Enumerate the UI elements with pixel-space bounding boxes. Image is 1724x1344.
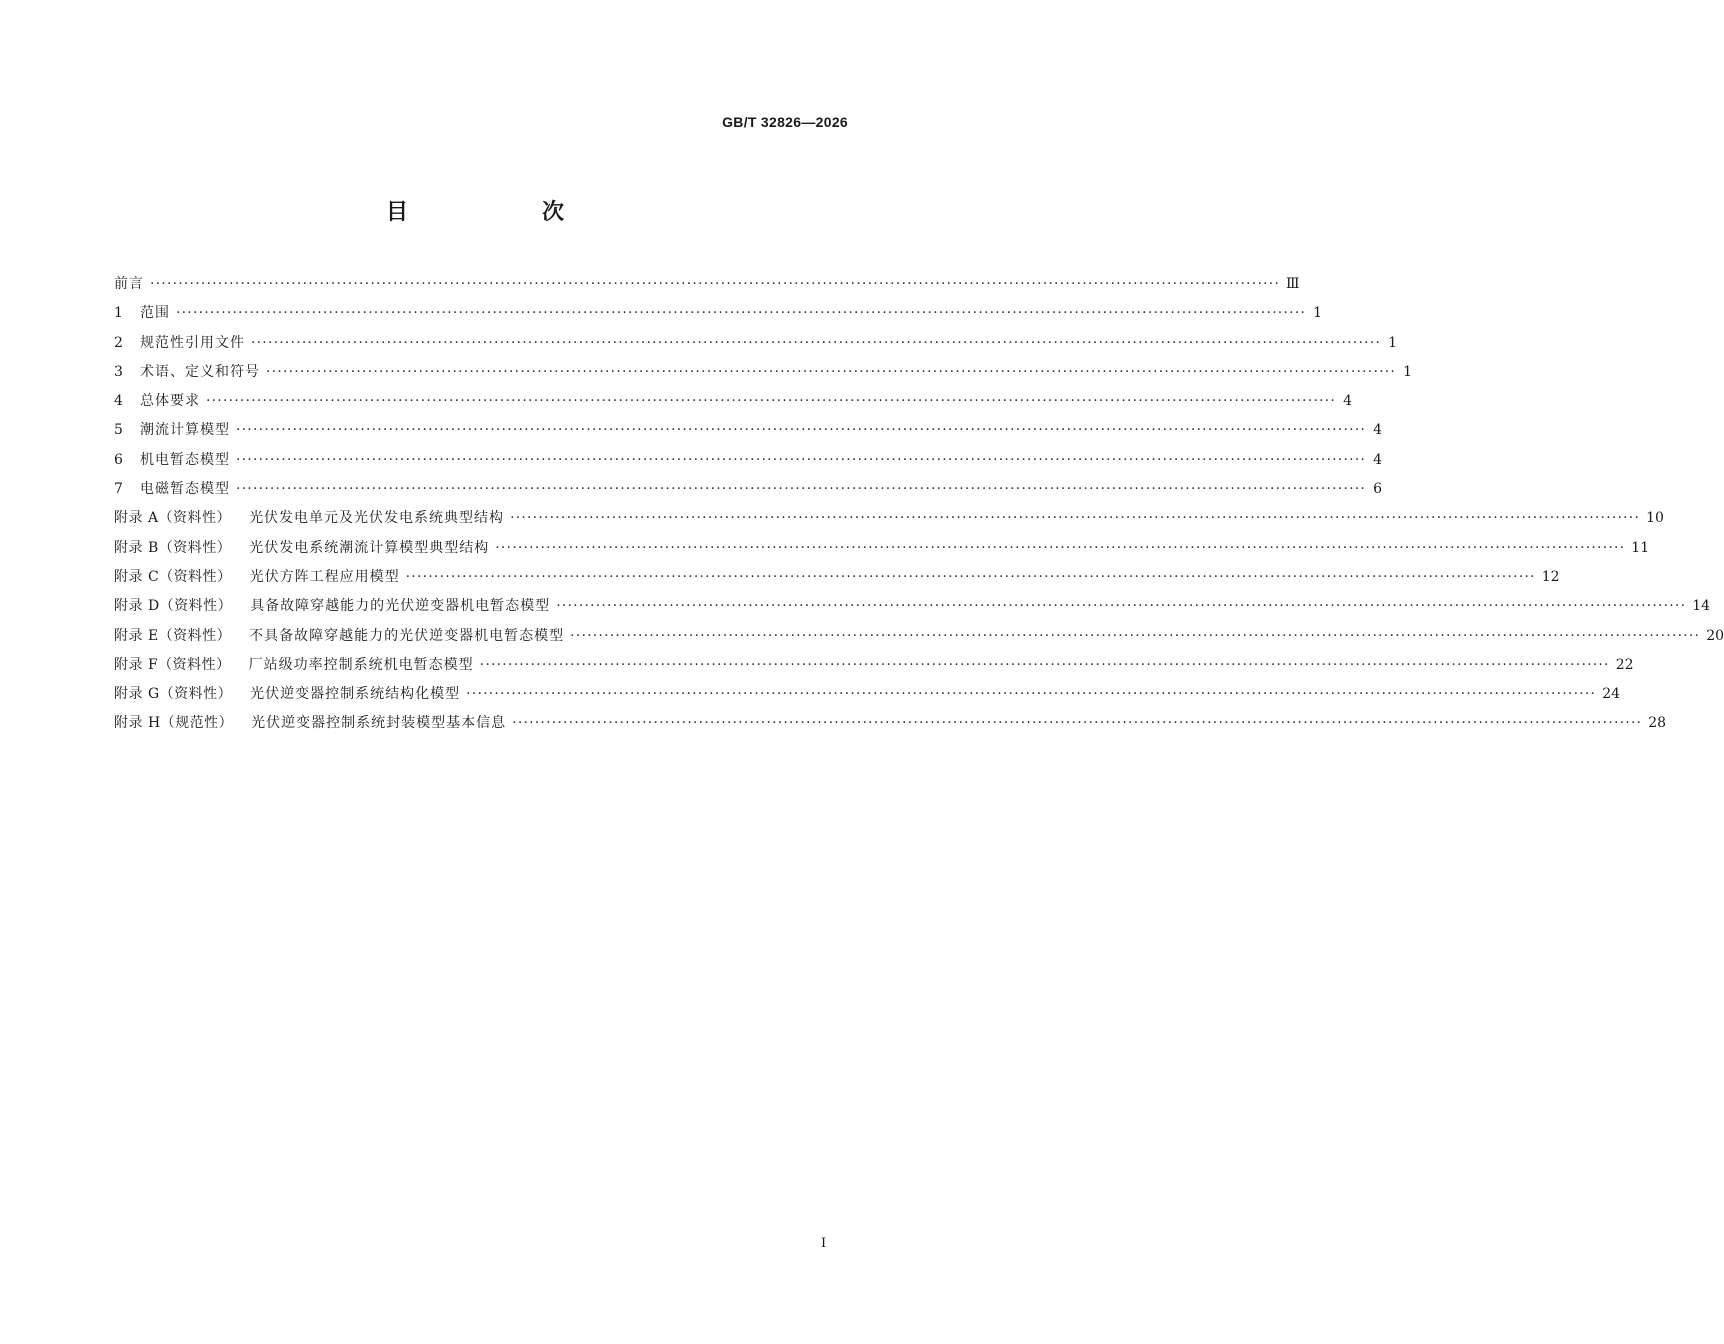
toc-annex-label: 附录 D（资料性） xyxy=(114,598,233,615)
toc-page-number: 6 xyxy=(1373,481,1383,498)
page-title: 目 次 xyxy=(385,200,620,225)
toc-entry[interactable] xyxy=(114,387,1353,416)
toc-page-number: 4 xyxy=(1373,422,1383,439)
toc-section-number: 3 xyxy=(114,363,123,380)
toc-entry-title: 光伏发电单元及光伏发电系统典型结构 xyxy=(249,510,505,527)
toc-annex-label: 附录 F（资料性） xyxy=(114,656,231,673)
toc-dot-leader: ········································································································································································································ xyxy=(510,510,1641,527)
toc-section-number: 2 xyxy=(114,334,123,351)
page-number: I xyxy=(821,1236,827,1251)
toc-page-number: 10 xyxy=(1646,510,1664,527)
toc-annex-label: 附录 H（规范性） xyxy=(114,715,234,732)
toc-entry-title: 前言 xyxy=(114,276,144,292)
table-of-contents xyxy=(114,270,1724,739)
toc-entry-title: 总体要求 xyxy=(140,393,200,410)
toc-annex-label: 附录 C（资料性） xyxy=(114,568,232,585)
toc-page-number: 14 xyxy=(1692,598,1711,615)
toc-page-number: 1 xyxy=(1313,305,1323,322)
toc-page-number: 11 xyxy=(1631,539,1650,556)
toc-annex-label: 附录 B（资料性） xyxy=(114,539,232,556)
toc-dot-leader: ········································································································································································································ xyxy=(570,627,1701,644)
toc-dot-leader: ········································································································································································································ xyxy=(236,481,1367,498)
toc-dot-leader: ········································································································································································································ xyxy=(266,363,1397,380)
toc-page-number: 1 xyxy=(1388,334,1398,351)
toc-page-number: 24 xyxy=(1602,686,1621,703)
toc-page-number: 28 xyxy=(1648,715,1667,732)
toc-entry-title: 光伏发电系统潮流计算模型典型结构 xyxy=(249,539,490,556)
toc-dot-leader: ········································································································································································································ xyxy=(466,686,1597,703)
toc-section-number: 4 xyxy=(114,393,123,410)
toc-entry-title: 范围 xyxy=(140,305,170,322)
toc-dot-leader: ········································································································································································································ xyxy=(176,305,1307,322)
toc-annex-label: 附录 E（资料性） xyxy=(114,627,232,644)
toc-section-number: 7 xyxy=(114,481,123,498)
toc-entry[interactable] xyxy=(114,709,1667,738)
toc-entry[interactable] xyxy=(114,475,1383,504)
toc-entry[interactable] xyxy=(114,416,1383,445)
toc-entry-title: 具备故障穿越能力的光伏逆变器机电暂态模型 xyxy=(250,598,551,615)
toc-dot-leader: ········································································································································································································ xyxy=(236,451,1367,468)
toc-page-number: 12 xyxy=(1541,568,1560,585)
toc-section-number: 6 xyxy=(114,451,123,468)
toc-entry[interactable] xyxy=(114,680,1621,709)
toc-dot-leader: ········································································································································································································ xyxy=(556,598,1687,615)
toc-page-number: Ⅲ xyxy=(1286,276,1300,292)
toc-annex-label: 附录 A（资料性） xyxy=(114,510,232,527)
toc-page-number: 1 xyxy=(1403,363,1413,380)
toc-entry-title: 术语、定义和符号 xyxy=(140,363,260,380)
toc-entry-title: 光伏方阵工程应用模型 xyxy=(249,568,400,585)
toc-entry[interactable] xyxy=(114,446,1383,475)
toc-entry-title: 规范性引用文件 xyxy=(140,334,245,351)
toc-entry[interactable] xyxy=(114,504,1664,533)
toc-entry[interactable] xyxy=(114,270,1300,299)
toc-entry[interactable] xyxy=(114,358,1413,387)
toc-entry[interactable] xyxy=(114,622,1724,651)
toc-annex-label: 附录 G（资料性） xyxy=(114,686,233,703)
standard-code: GB/T 32826—2026 xyxy=(722,114,848,130)
toc-entry[interactable] xyxy=(114,329,1398,358)
toc-section-number: 5 xyxy=(114,422,123,439)
toc-entry[interactable] xyxy=(114,299,1323,328)
toc-dot-leader: ········································································································································································································ xyxy=(236,422,1367,439)
toc-dot-leader: ········································································································································································································ xyxy=(405,568,1536,585)
toc-page-number: 4 xyxy=(1373,451,1383,468)
toc-entry-title: 不具备故障穿越能力的光伏逆变器机电暂态模型 xyxy=(249,627,565,644)
toc-entry[interactable] xyxy=(114,592,1711,621)
toc-page-number: 20 xyxy=(1706,627,1724,644)
toc-page-number: 4 xyxy=(1343,393,1353,410)
toc-dot-leader: ········································································································································································································ xyxy=(251,334,1382,351)
toc-page-number: 22 xyxy=(1615,656,1634,673)
toc-dot-leader: ········································································································································································································ xyxy=(495,539,1626,556)
toc-section-number: 1 xyxy=(114,305,123,322)
toc-entry-title: 机电暂态模型 xyxy=(140,451,230,468)
toc-entry-title: 潮流计算模型 xyxy=(140,422,230,439)
toc-dot-leader: ········································································································································································································ xyxy=(512,715,1643,732)
toc-dot-leader: ········································································································································································································ xyxy=(479,656,1610,673)
toc-entry[interactable] xyxy=(114,534,1650,563)
toc-entry[interactable] xyxy=(114,651,1634,680)
toc-entry-title: 厂站级功率控制系统机电暂态模型 xyxy=(248,656,474,673)
toc-entry[interactable] xyxy=(114,563,1560,592)
toc-entry-title: 光伏逆变器控制系统结构化模型 xyxy=(250,686,461,703)
toc-dot-leader: ········································································································································································································ xyxy=(206,393,1337,410)
toc-entry-title: 光伏逆变器控制系统封装模型基本信息 xyxy=(251,715,507,732)
toc-dot-leader: ········································································································································································································ xyxy=(150,276,1281,292)
toc-entry-title: 电磁暂态模型 xyxy=(140,481,230,498)
